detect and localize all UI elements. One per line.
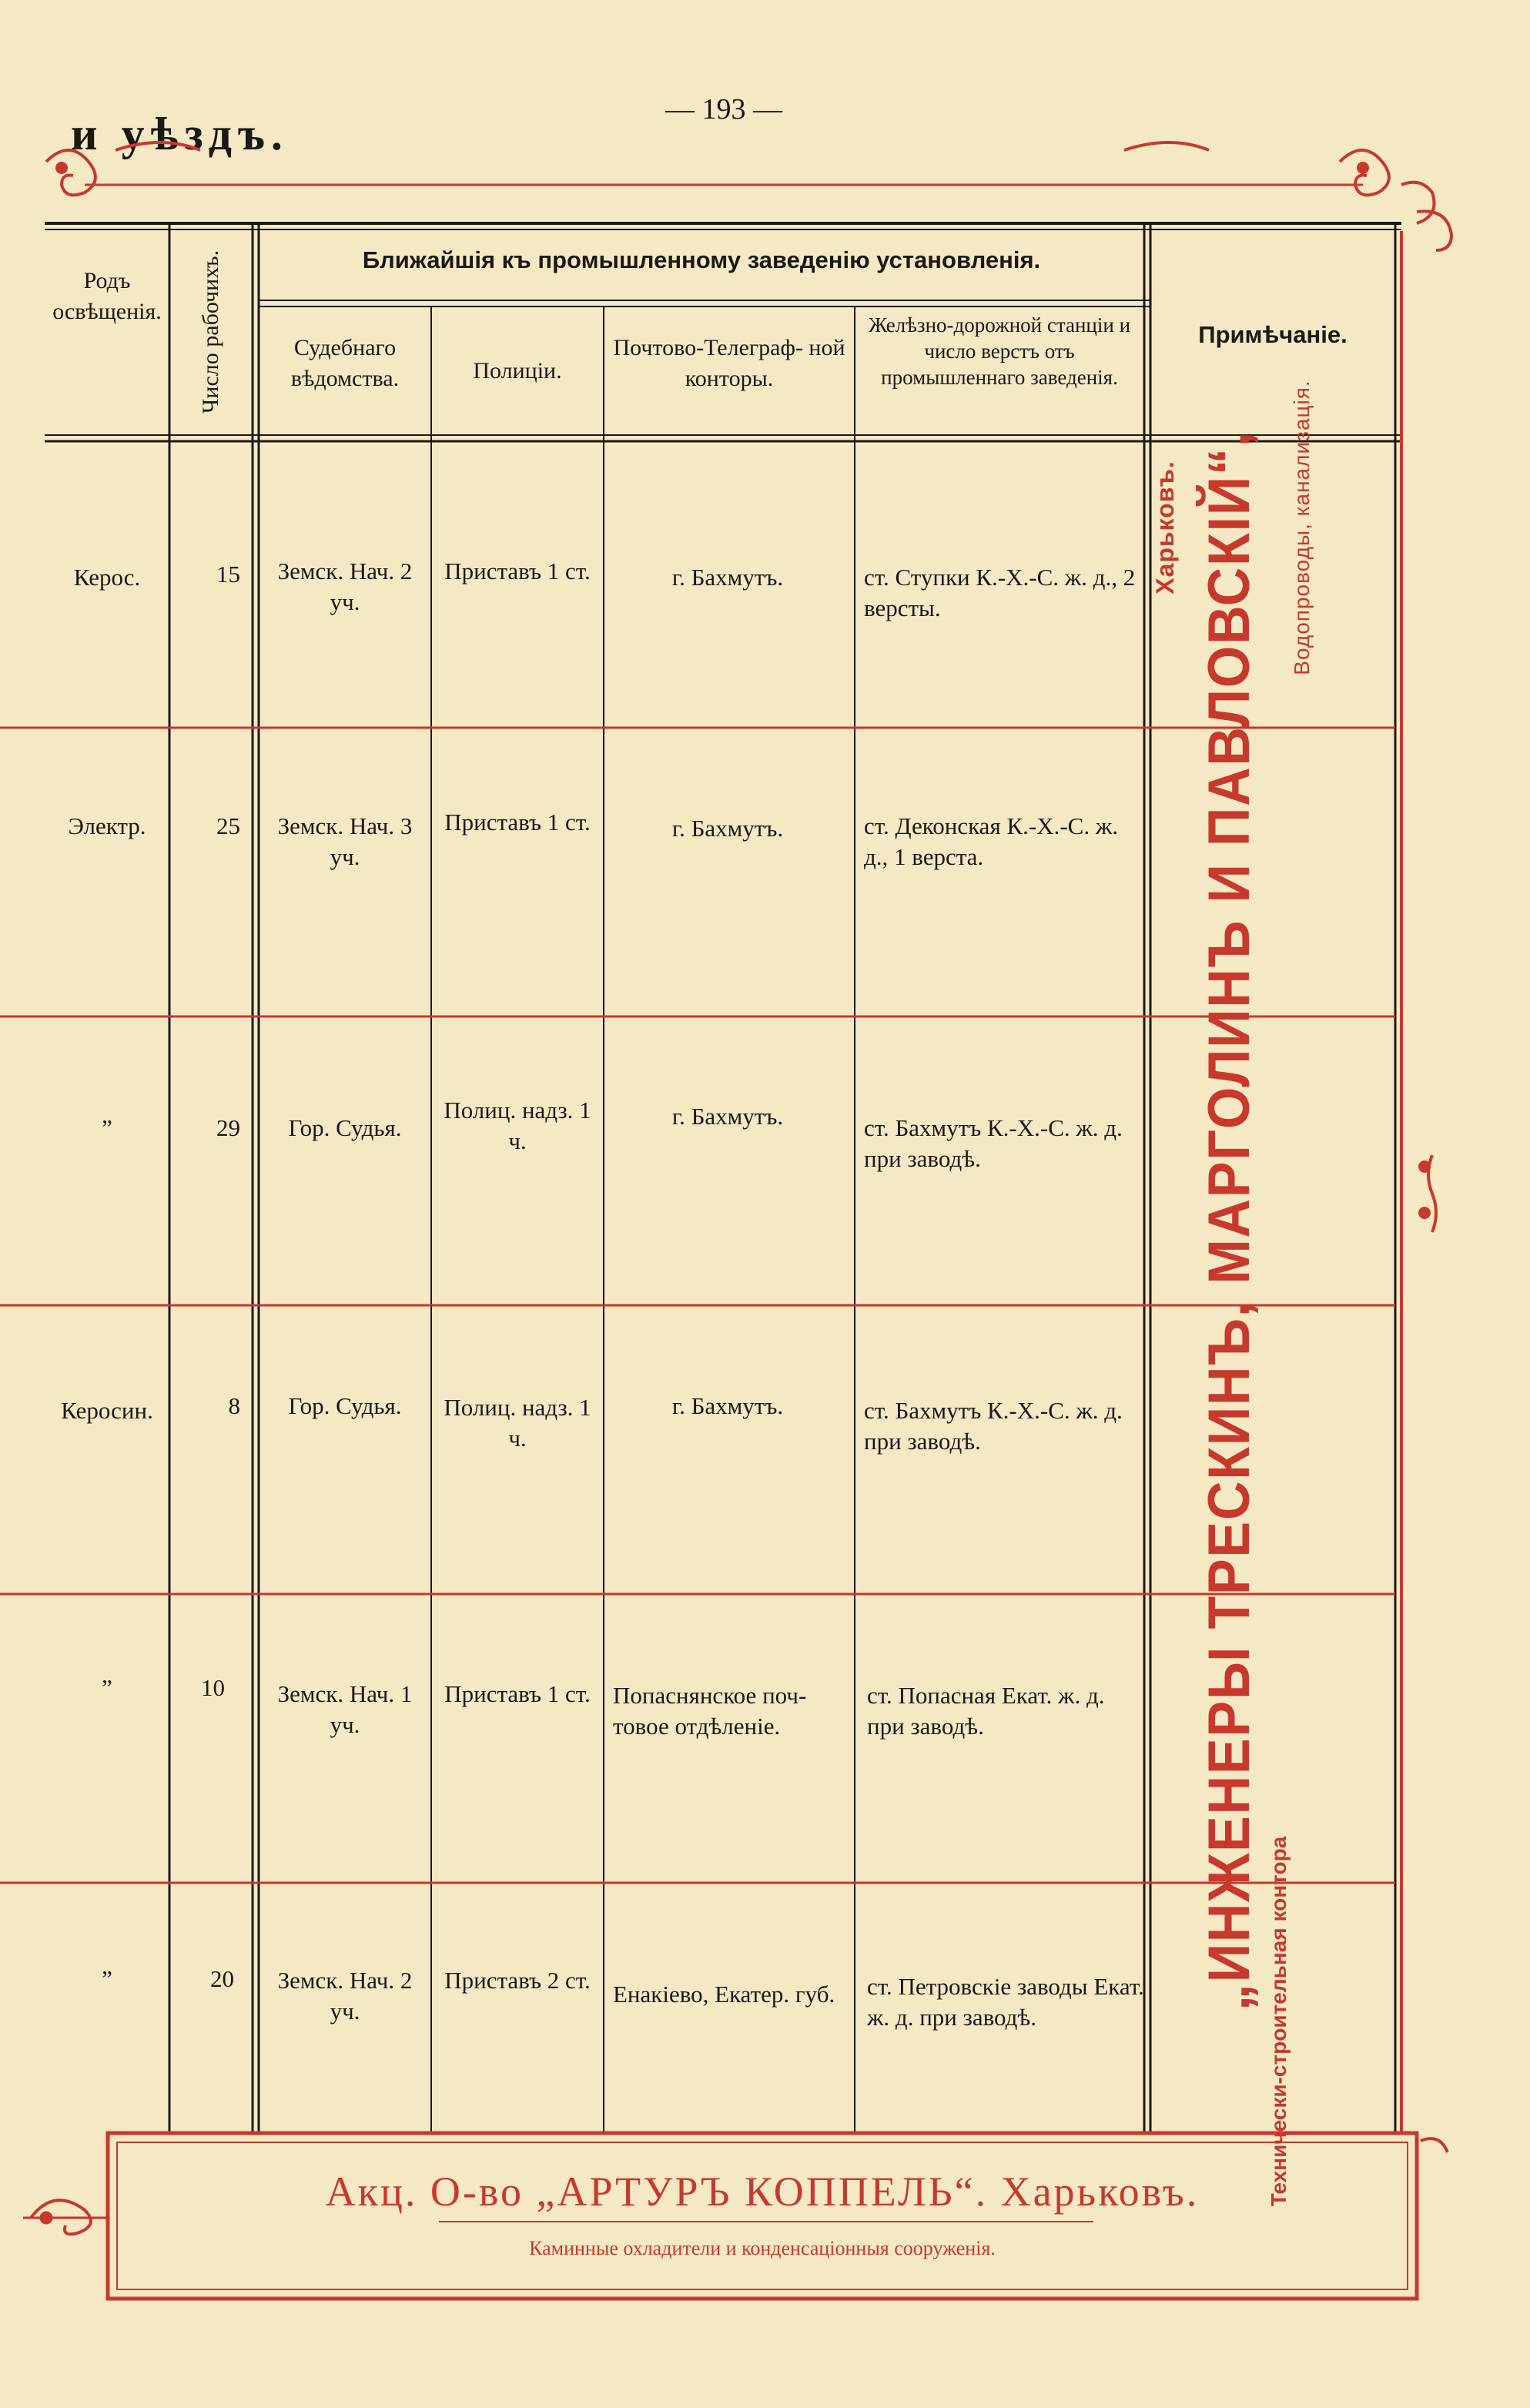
- cell-workers: 15: [216, 561, 240, 588]
- side-ad-firm-name: „ИНЖЕНЕРЫ ТРЕСКИНЪ, МАРГОЛИНЪ И ПАВЛОВСКІЙ“,: [1197, 430, 1262, 2011]
- header-post: Почтово-Телеграф- ной конторы.: [613, 335, 845, 391]
- header-lighting: Родъ освѣщенія.: [52, 268, 162, 324]
- side-ad-prefix: Технически-строительная контора: [1267, 1836, 1291, 2207]
- cell-railway: ст. Петровскіе заводы Екат. ж. д. при заводѣ.: [867, 1973, 1144, 2031]
- cell-court: Земск. Нач. 3 уч.: [277, 812, 413, 870]
- header-police: Полиціи.: [473, 358, 562, 383]
- cell-court: Земск. Нач. 2 уч.: [277, 1967, 413, 2025]
- cell-post: г. Бахмутъ.: [671, 1392, 784, 1419]
- cell-lighting: Керос.: [73, 564, 141, 591]
- cell-court: Земск. Нач. 1 уч.: [277, 1680, 413, 1738]
- header-court: Судебнаго вѣдомства.: [290, 335, 400, 391]
- section-title: и уѣздъ.: [71, 109, 289, 159]
- header-workers-wrap: [172, 231, 249, 433]
- cell-workers: 25: [216, 812, 240, 839]
- header-note: Примѣчаніе.: [1198, 321, 1348, 348]
- cell-lighting: ”: [102, 1674, 112, 1701]
- cell-post: г. Бахмутъ.: [671, 564, 784, 591]
- cell-lighting: Керосин.: [61, 1397, 153, 1424]
- cell-workers: 29: [216, 1114, 240, 1141]
- cell-railway: ст. Ступки К.-Х.-С. ж. д., 2 версты.: [864, 564, 1136, 621]
- cell-railway: ст. Попасная Екат. ж. д. при заводѣ.: [867, 1682, 1105, 1740]
- cell-lighting: Электр.: [68, 812, 146, 839]
- header-workers: Число рабочихъ.: [198, 250, 223, 414]
- cell-workers: 8: [228, 1392, 240, 1419]
- bottom-ad-subtitle: Каминные охладители и конденсаціонныя сооруженія.: [529, 2237, 996, 2259]
- cell-police: Приставъ 1 ст.: [444, 809, 591, 836]
- cell-workers: 20: [210, 1965, 234, 1992]
- cell-police: Полиц. надз. 1 ч.: [444, 1097, 591, 1154]
- cell-police: Полиц. надз. 1 ч.: [444, 1394, 591, 1452]
- page-number: — 193 —: [665, 93, 782, 126]
- cell-post: Енакіево, Екатер. губ.: [613, 1981, 835, 2008]
- cell-court: Гор. Судья.: [288, 1114, 402, 1141]
- side-ad-city: Харьковъ.: [1151, 461, 1179, 594]
- cell-court: Земск. Нач. 2 уч.: [277, 558, 413, 615]
- cell-police: Приставъ 2 ст.: [444, 1967, 591, 1994]
- cell-lighting: ”: [102, 1965, 112, 1992]
- cell-post: Попаснянское поч- товое отдѣленіе.: [613, 1682, 807, 1740]
- cell-police: Приставъ 1 ст.: [444, 558, 591, 584]
- cell-workers: 10: [201, 1674, 225, 1701]
- cell-post: г. Бахмутъ.: [671, 815, 784, 842]
- side-ad-border: [1401, 231, 1436, 2133]
- side-advertisement: [1151, 189, 1351, 2252]
- cell-railway: ст. Бахмутъ К.-Х.-С. ж. д. при заводѣ.: [864, 1114, 1123, 1172]
- cell-court: Гор. Судья.: [288, 1392, 402, 1419]
- bottom-ad-title: Акц. О-во „АРТУРЪ КОППЕЛЬ“. Харьковъ.: [325, 2169, 1200, 2215]
- header-group: Ближайшія къ промышленному заведенію установленія.: [362, 246, 1041, 273]
- side-ad-services: Водопроводы, канализація.: [1290, 380, 1314, 675]
- cell-lighting: ”: [102, 1114, 112, 1141]
- cell-police: Приставъ 1 ст.: [444, 1680, 591, 1707]
- cell-railway: ст. Бахмутъ К.-Х.-С. ж. д. при заводѣ.: [864, 1397, 1123, 1455]
- header-railway: Желѣзно-дорожной станціи и число верстъ отъ промышленнаго заведенія.: [868, 313, 1131, 389]
- cell-post: г. Бахмутъ.: [671, 1103, 784, 1130]
- cell-railway: ст. Деконская К.-Х.-С. ж. д., 1 верста.: [864, 812, 1119, 870]
